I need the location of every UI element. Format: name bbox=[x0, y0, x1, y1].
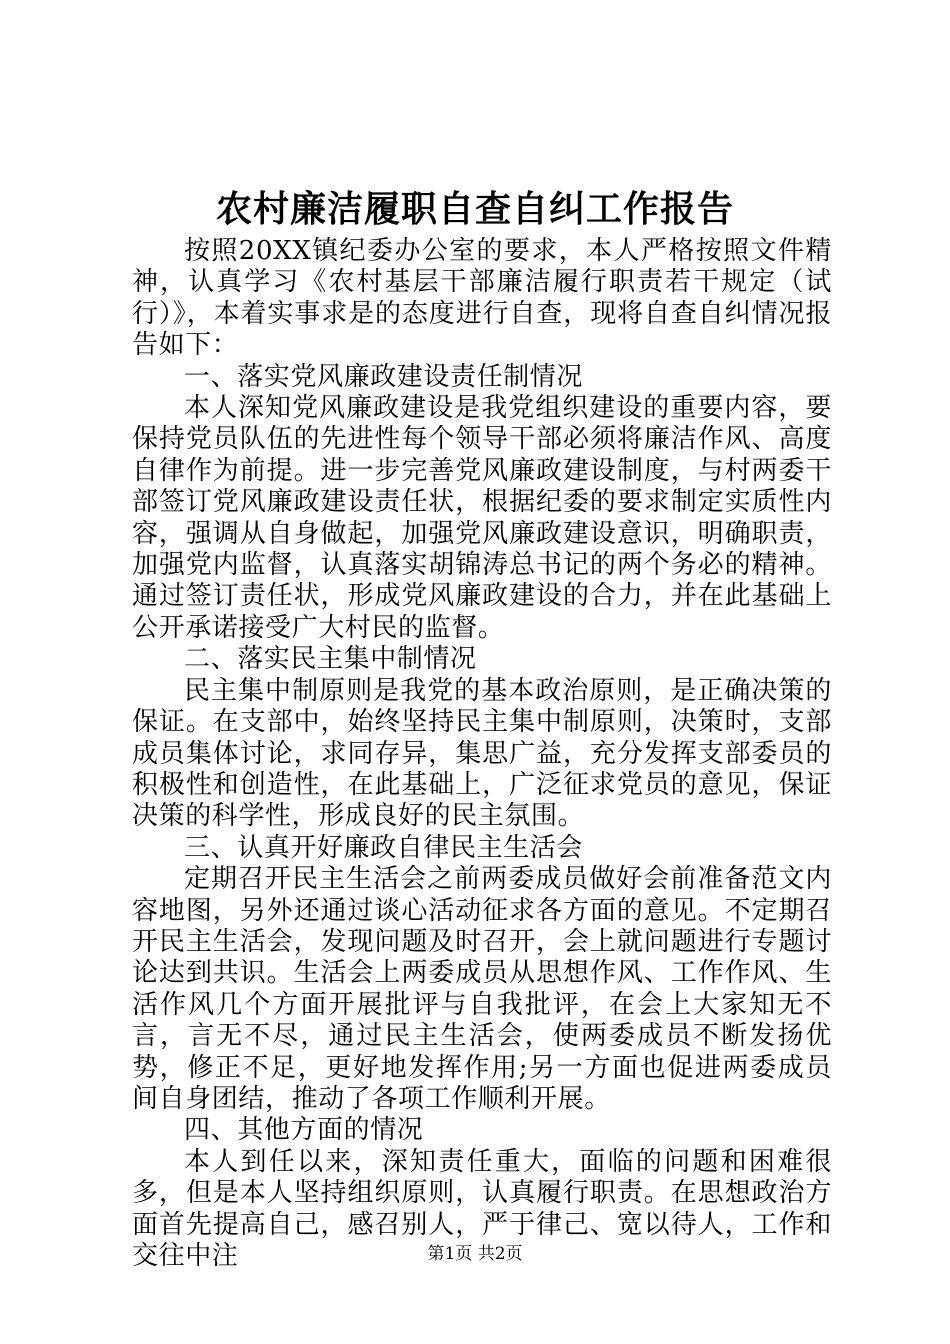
document-body bbox=[132, 236, 832, 1272]
section-heading-3: 三、认真开好廉政自律民主生活会 bbox=[184, 832, 584, 863]
section-heading-2: 二、落实民主集中制情况 bbox=[184, 644, 477, 675]
page-footer: 第1页 共2页 bbox=[427, 1244, 523, 1264]
section-body-2: 民主集中制原则是我党的基本政治原则，是正确决策的保证。在支部中，始终坚持民主集中制原则，决策时，支部成员集体讨论，求同存异，集思广益，充分发挥支部委员的积极性和创造性，在此基础上，广泛征求党员的意见，保证决策的科学性，形成良好的民主氛围。 bbox=[132, 675, 832, 832]
intro-paragraph: 按照20XX镇纪委办公室的要求，本人严格按照文件精神，认真学习《农村基层干部廉洁履行职责若干规定（试行）》，本着实事求是的态度进行自查，现将自查自纠情况报告如下： bbox=[132, 236, 832, 361]
section-body-3: 定期召开民主生活会之前两委成员做好会前准备范文内容地图，另外还通过谈心活动征求各方面的意见。不定期召开民主生活会，发现问题及时召开，会上就问题进行专题讨论达到共识。生活会上两委成员从思想作风、工作作风、生活作风几个方面开展批评与自我批评，在会上大家知无不言，言无不尽，通过民主生活会，使两委成员不断发扬优势，修正不足，更好地发挥作用;另一方面也促进两委成员间自身团结，推动了各项工作顺利开展。 bbox=[132, 864, 832, 1114]
section-body-1: 本人深知党风廉政建设是我党组织建设的重要内容，要保持党员队伍的先进性每个领导干部必须将廉洁作风、高度自律作为前提。进一步完善党风廉政建设制度，与村两委干部签订党风廉政建设责任状，根据纪委的要求制定实质性内容，强调从自身做起，加强党风廉政建设意识，明确职责，加强党内监督，认真落实胡锦涛总书记的两个务必的精神。通过签订责任状，形成党风廉政建设的合力，并在此基础上公开承诺接受广大村民的监督。 bbox=[132, 393, 832, 643]
section-heading-1: 一、落实党风廉政建设责任制情况 bbox=[184, 361, 584, 392]
document-title: 农村廉洁履职自查自纠工作报告 bbox=[215, 188, 734, 230]
section-heading-4: 四、其他方面的情况 bbox=[184, 1115, 424, 1146]
section-body-4: 本人到任以来，深知责任重大，面临的问题和困难很多，但是本人坚持组织原则，认真履行职责。在思想政治方面首先提高自己，感召别人，严于律己、宽以待人，工作和交往中注 bbox=[132, 1146, 832, 1271]
